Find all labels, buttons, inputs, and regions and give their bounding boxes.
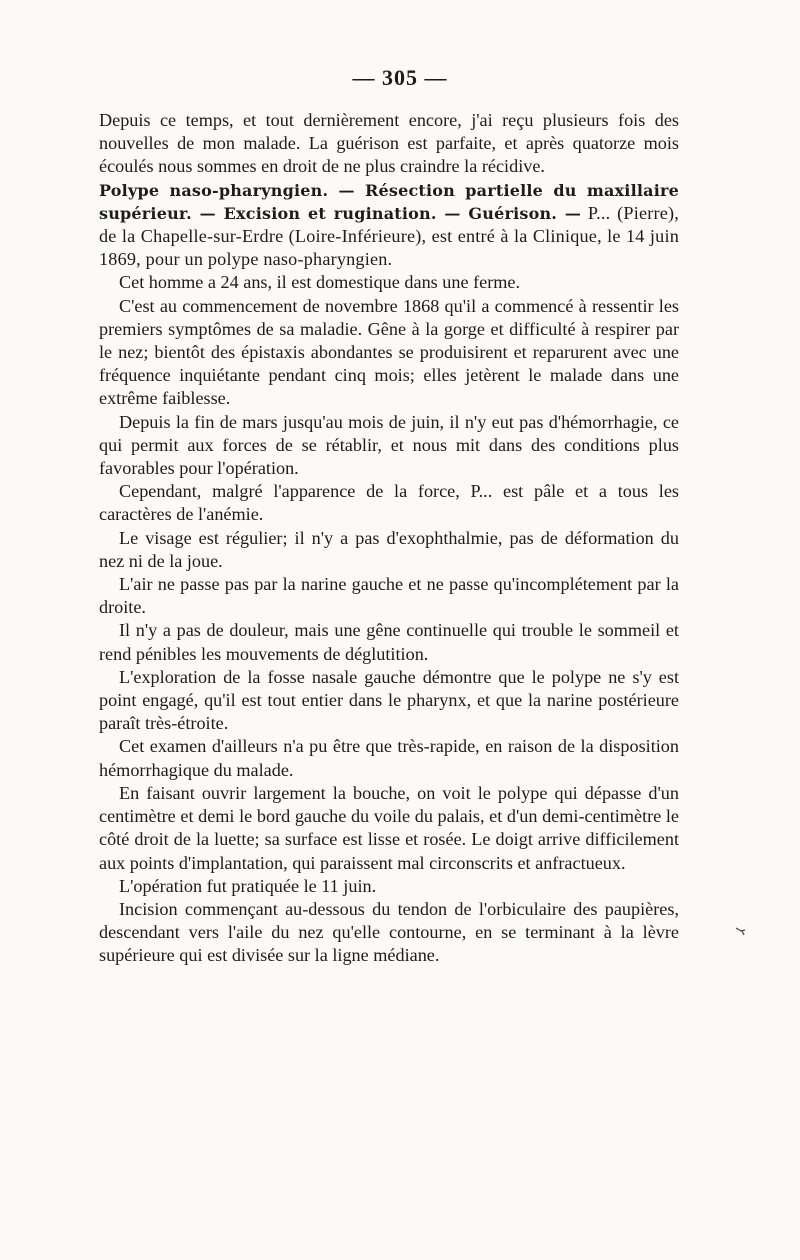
case-heading	[99, 179, 679, 272]
case-heading-lead: P... (Pierre), de la Chapelle-sur-Erdre (Loire-Inférieure), est entré à la Clinique, le 14 juin 1869, pour un polype naso-pharyngien.	[99, 202, 680, 270]
ink-speck	[735, 925, 747, 937]
paragraph: C'est au commencement de novembre 1868 qu'il a commencé à ressentir les premiers symptômes de sa maladie. Gêne à la gorge et difficulté à respirer par le nez; bientôt des épistaxis abondantes se produisirent et reparurent avec une fréquence inquiétante pendant cinq mois; elles jetèrent le malade dans une extrême faiblesse.	[99, 295, 679, 409]
paragraph: Depuis ce temps, et tout dernièrement encore, j'ai reçu plusieurs fois des nouvelles de mon malade. La guérison est parfaite, et après quatorze mois écoulés nous sommes en droit de ne plus craindre la récidive.	[99, 110, 679, 177]
paragraph: Cet examen d'ailleurs n'a pu être que très-rapide, en raison de la disposition hémorrhagique du malade.	[99, 736, 679, 780]
paragraph: Depuis la fin de mars jusqu'au mois de juin, il n'y eut pas d'hémorrhagie, ce qui permit aux forces de se rétablir, et nous mit dans des conditions plus favorables pour l'opération.	[99, 411, 679, 479]
paragraph: Il n'y a pas de douleur, mais une gêne continuelle qui trouble le sommeil et rend pénibles les mouvements de déglutition.	[99, 620, 679, 664]
paragraph: En faisant ouvrir largement la bouche, on voit le polype qui dépasse d'un centimètre et demi le bord gauche du voile du palais, et d'un demi-centimètre le côté droit de la luette; sa surface est lisse et rosée. Le doigt arrive difficilement aux points d'implantation, qui paraissent mal circonscrits et anfractueux.	[99, 782, 679, 873]
page-number: — 305 —	[352, 65, 448, 90]
paragraph: Cet homme a 24 ans, il est domestique dans une ferme.	[119, 272, 521, 293]
paragraph: Le visage est régulier; il n'y a pas d'exophthalmie, pas de déformation du nez ni de la joue.	[99, 527, 679, 571]
paragraph: Incision commençant au-dessous du tendon de l'orbiculaire des paupières, descendant vers l'aile du nez qu'elle contourne, en se terminant à la lèvre supérieure qui est divisée sur la ligne médiane.	[99, 898, 679, 966]
paragraph: L'air ne passe pas par la narine gauche et ne passe qu'incomplétement par la droite.	[99, 574, 679, 618]
paragraph: Cependant, malgré l'apparence de la force, P... est pâle et a tous les caractères de l'anémie.	[99, 481, 679, 525]
case-heading-title: Polype naso-pharyngien. — Résection partielle du maxillaire supérieur. — Excision et rugination. — Guérison. —	[99, 180, 679, 223]
paragraph: L'opération fut pratiquée le 11 juin.	[119, 875, 377, 896]
paragraph: L'exploration de la fosse nasale gauche démontre que le polype ne s'y est point engagé, qu'il est tout entier dans le pharynx, et que la narine postérieure paraît très-étroite.	[99, 666, 679, 734]
page-body	[99, 109, 679, 968]
